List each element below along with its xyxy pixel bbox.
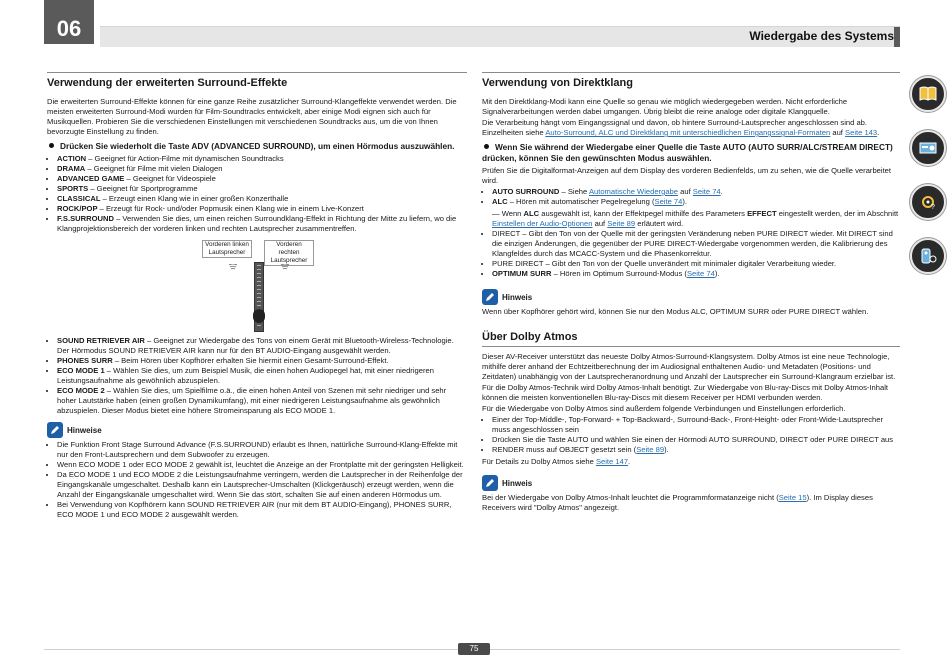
page-number: 75 (458, 643, 490, 655)
list-item: • ECO MODE 2 – Wählen Sie dies, um Spielfilme o.ä., die einen hohen Anteil von Szenen mit sehr niedriger und sehr hoher Lautstärke haben (einen großen Dynamikumfang), mit einer niedrigeren Leistungsaufnahme als gewöhnlich abzuspielen. Dieser Modus bietet eine höhere Stromeinsparung als ECO MODE 1. (57, 386, 467, 416)
list-item: • ECO MODE 1 – Wählen Sie dies, um zum Beispiel Musik, die einen hohen Audiopegel hat, mit einer niedrigeren Leistungsaufnahme als gewöhnlich abzuspielen. (57, 366, 467, 386)
surround-mode-list-2 (47, 336, 467, 416)
right-column (482, 72, 900, 514)
header-title: Wiedergabe des Systems (749, 29, 894, 43)
hint-header (47, 422, 467, 438)
list-item: • Einer der Top-Middle-, Top-Forward- + Top-Backward-, Surround-Back-, Front-Height- oder Front-Wide-Lautsprecher muss angeschlossen sein (492, 415, 900, 435)
list-item: • ROCK/POP – Erzeugt für Rock- und/oder Popmusik einen Klang wie in einem Live-Konzert (57, 204, 467, 214)
page-89-link[interactable]: Seite 89 (636, 445, 665, 454)
note-pencil-icon (47, 422, 63, 438)
list-item: • DIRECT – Gibt den Ton von der Quelle mit der geringsten Veränderung neben PURE DIRECT wieder. Mit DIRECT sind die einzigen Änderungen, die gegenüber der PURE DIRECT-Wiedergabe vorgenommen werden, die Kalibrierung des Klangfeldes durch das MCACC-System und die Phasenkorrektur. (492, 229, 900, 259)
header-bar (100, 26, 900, 47)
note-pencil-icon (482, 289, 498, 305)
page-89-link[interactable]: Seite 89 (607, 219, 636, 228)
note-pencil-icon (482, 475, 498, 491)
dolby-requirement-list (482, 415, 900, 455)
page-74-link[interactable]: Seite 74 (692, 187, 721, 196)
hint-label: Hinweis (502, 478, 533, 488)
list-item: • SPORTS – Geeignet für Sportprogramme (57, 184, 467, 194)
auto-playback-link[interactable]: Automatische Wiedergabe (588, 187, 679, 196)
list-item: • Drücken Sie die Taste AUTO und wählen Sie einen der Hörmodi AUTO SURROUND, DIRECT oder PURE DIRECT aus (492, 435, 900, 445)
list-item: • PHONES SURR – Beim Hören über Kopfhörer erhalten Sie hiermit einen Gesamt-Surround-Effekt. (57, 356, 467, 366)
front-right-speaker-label: Vorderen rechten Lautsprecher (264, 240, 314, 266)
bullet-icon (49, 143, 54, 148)
front-left-speaker-label: Vorderen linken Lautsprecher (202, 240, 252, 258)
audio-options-link[interactable]: Einstellen der Audio-Optionen (492, 219, 593, 228)
page-147-link[interactable]: Seite 147 (595, 457, 629, 466)
svg-text:?: ? (931, 204, 935, 211)
direct-intro-2: Die Verarbeitung hängt vom Eingangssignal und davon, ob hintere Surround-Lautsprecher angeschlossen sind ab. Einzelheiten siehe Auto-Surround, ALC und Direktklang mit unterschiedlichen Eingangssignal-Formaten auf Seite 143. (482, 118, 880, 137)
list-item: • AUTO SURROUND – Siehe Automatische Wiedergabe auf Seite 74. (492, 187, 900, 197)
direct-step-note: Prüfen Sie die Digitalformat-Anzeigen auf dem Display des vorderen Bedienfelds, um zu sehen, wie die Quelle verarbeitet wird. (482, 166, 892, 185)
center-projection-slider (254, 262, 264, 332)
list-item: • Die Funktion Front Stage Surround Advance (F.S.SURROUND) erlaubt es Ihnen, natürliche Surround-Klang-Effekte mit nur den Front-Lautsprechern und dem Subwoofer zu erzeugen. (57, 440, 467, 460)
hint-header (482, 475, 900, 491)
list-item: • PURE DIRECT – Gibt den Ton von der Quelle unverändert mit minimaler digitaler Verarbeitung wieder. (492, 259, 900, 269)
surround-mode-list (47, 154, 467, 234)
direct-mode-list (482, 187, 900, 207)
headphone-hint: Wenn über Kopfhörer gehört wird, können Sie nur den Modus ALC, OPTIMUM SURR oder PURE DIRECT wählen. (482, 307, 869, 316)
left-column (47, 72, 467, 522)
list-item: • F.S.SURROUND – Verwenden Sie dies, um einen reichen Surroundklang-Effekt in Richtung der Mitte zu liefern, wo die Klangprojektionsbereich der vorderen linken und rechten Lautsprecher zusammentreffen. (57, 214, 467, 234)
list-item: • SOUND RETRIEVER AIR – Geeignet zur Wiedergabe des Tons von einem Gerät mit Bluetooth-Wireless-Technologie. Der Hörmodus SOUND RETRIEVER AIR kann nur für den BT AUDIO-Eingang ausgewählt werden. (57, 336, 467, 356)
chapter-number: 06 (44, 0, 94, 44)
hint-label: Hinweise (67, 425, 102, 435)
speaker-wave-icon (280, 264, 290, 272)
direct-intro-1: Mit den Direktklang-Modi kann eine Quelle so genau wie möglich wiedergegeben werden. Nicht erforderliche Signalverarbeitungen werden dabei umgangen. Übrig bleibt die reine analoge oder digitale Klangquelle. (482, 97, 848, 116)
slider-knob (253, 309, 265, 323)
list-item: • Da ECO MODE 1 und ECO MODE 2 die Leistungsaufnahme verringern, werden die Lautsprecher in der Reihenfolge der Eingangskanäle umgeschaltet. Deshalb kann ein Lautsprecher-Umschalten (Klickgeräusch) erzeugt werden, wenn die Anzahl der Eingangskanäle umgeschaltet wird. Wenn Sie das stört, schalten Sie auf einen anderen Hörmodus um. (57, 470, 467, 500)
list-item: • DRAMA – Geeignet für Filme mit vielen Dialogen (57, 164, 467, 174)
surround-step: Drücken Sie wiederholt die Taste ADV (ADVANCED SURROUND), um einen Hörmodus auszuwählen. (47, 141, 467, 152)
hint-header (482, 289, 900, 305)
dolby-paragraph-3: Für die Wiedergabe von Dolby Atmos sind außerdem folgende Verbindungen und Einstellungen erforderlich. (482, 404, 846, 413)
list-item: • OPTIMUM SURR – Hören im Optimum Surround-Modus (Seite 74). (492, 269, 900, 279)
header-cap (894, 27, 900, 47)
page-74-link[interactable]: Seite 74 (654, 197, 683, 206)
direct-mode-list-2 (482, 229, 900, 279)
speaker-wave-icon (228, 264, 238, 272)
list-item: • CLASSICAL – Erzeugt einen Klang wie in einer großen Konzerthalle (57, 194, 467, 204)
list-item: • Wenn ECO MODE 1 oder ECO MODE 2 gewählt ist, leuchtet die Anzeige an der Frontplatte mit der geringsten Helligkeit. (57, 460, 467, 470)
remote-icon[interactable] (910, 238, 946, 274)
hint-list (47, 440, 467, 520)
surround-intro: Die erweiterten Surround-Effekte können für eine ganze Reihe zusätzlicher Surround-Klangeffekte verwendet werden. Die meisten erweiterten Surround-Modi wurden für Film-Soundtracks entwickelt, aber einige Modi eignen sich auch für Musikquellen. Probieren Sie die verschiedenen Einstellungen mit verschiedenen Soundtracks aus, um die von Ihnen bevorzugte Einstellung zu finden. (47, 97, 457, 136)
list-item: • Bei Verwendung von Kopfhörern kann SOUND RETRIEVER AIR (nur mit dem BT AUDIO-Eingang), PHONES SURR, ECO MODE 1 und ECO MODE 2 ausgewählt werden. (57, 500, 467, 520)
page-143-link[interactable]: Seite 143 (845, 128, 878, 137)
dolby-details: Für Details zu Dolby Atmos siehe Seite 147. (482, 457, 631, 466)
auto-surround-link[interactable]: Auto-Surround, ALC und Direktklang mit unterschiedlichen Eingangssignal-Formaten (545, 128, 831, 137)
page-74-link[interactable]: Seite 74 (686, 269, 715, 278)
dolby-hint: Bei der Wiedergabe von Dolby Atmos-Inhalt leuchtet die Programmformatanzeige nicht (Seite 15). Im Display dieses Receivers wird "Dolby Atmos" angezeigt. (482, 493, 873, 512)
alc-note: — Wenn ALC ausgewählt ist, kann der Effektpegel mithilfe des Parameters EFFECT eingestellt werden, der im Abschnitt Einstellen der Audio-Optionen auf Seite 89 erläutert wird. (492, 209, 899, 228)
speaker-diagram (202, 240, 314, 330)
section-heading-direct: Verwendung von Direktklang (482, 72, 900, 92)
section-heading-surround: Verwendung der erweiterten Surround-Effekte (47, 72, 467, 92)
manual-book-icon[interactable] (910, 76, 946, 112)
hint-label: Hinweis (502, 292, 533, 302)
direct-step: Wenn Sie während der Wiedergabe einer Quelle die Taste AUTO (AUTO SURR/ALC/STREAM DIRECT) drücken, können Sie den gewünschten Modus auswählen. (482, 142, 893, 163)
receiver-icon[interactable] (910, 130, 946, 166)
settings-icon[interactable] (910, 184, 946, 220)
dolby-paragraph-1: Dieser AV-Receiver unterstützt das neueste Dolby Atmos-Surround-Klangsystem. Dolby Atmos ist eine neue Technologie, mithilfe derer anhand der Echtzeitberechnung der im Audiosignal enthaltenen Audio- und Metadaten (Positions- und Zeitdaten) unabhängig von der Lautsprecheranordnung und Anzahl der Lautsprecher ein Surround-Klangraum erzielbar ist. (482, 352, 896, 381)
section-heading-dolby: Über Dolby Atmos (482, 327, 900, 347)
bullet-icon (484, 144, 489, 149)
page-15-link[interactable]: Seite 15 (778, 493, 807, 502)
list-item: • RENDER muss auf OBJECT gesetzt sein (Seite 89). (492, 445, 900, 455)
list-item: • ALC – Hören mit automatischer Pegelregelung (Seite 74). (492, 197, 900, 207)
list-item: • ACTION – Geeignet für Action-Filme mit dynamischen Soundtracks (57, 154, 467, 164)
dolby-paragraph-2: Für die Dolby Atmos-Technik wird Dolby Atmos-Inhalt benötigt. Zur Wiedergabe von Blu-ray-Discs mit Dolby Atmos-Inhalt können die meisten konventionellen Blu-ray-Discs mit diesem Receiver per HDMI verbunden werden. (482, 383, 888, 402)
list-item: • ADVANCED GAME – Geeignet für Videospiele (57, 174, 467, 184)
